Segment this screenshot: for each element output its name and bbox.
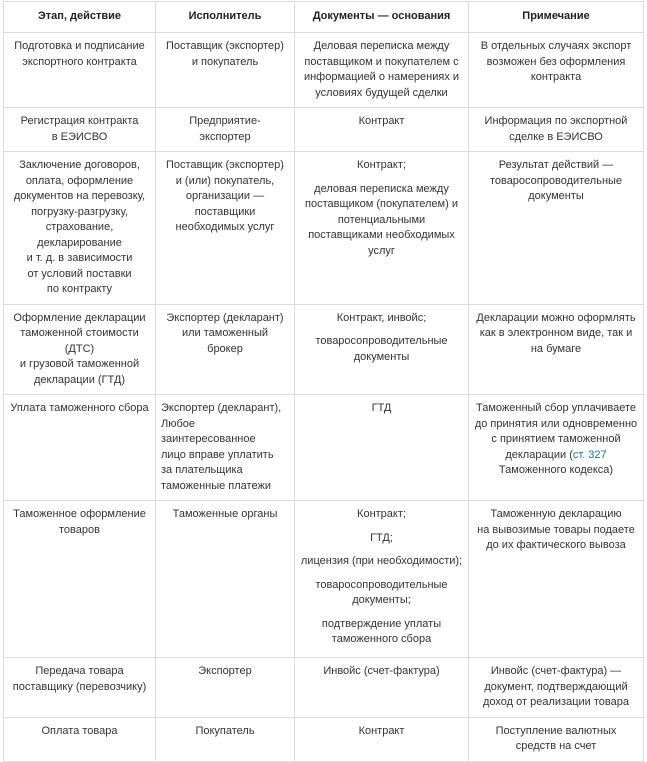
documents-cell: [295, 33, 469, 108]
table-row: [4, 717, 644, 761]
executor-cell: Поставщик (экспортер) и (или) покупатель, организации — поставщики необходимых услуг: [156, 152, 295, 305]
executor-cell: Таможенные органы: [156, 501, 295, 658]
stage-cell: Заключение договоров, оплата, оформление документов на перевозку, погрузку-разгрузку, страхование, декларирование и т. д. в зависимости от условий поставки по контракту: [4, 152, 156, 305]
document-item: товаросопроводительные документы;: [315, 578, 448, 606]
table-row: [4, 658, 644, 718]
document-item: деловая переписка между поставщиком (покупателем) и потенциальными поставщиками необходимых услуг: [305, 182, 458, 257]
stage-cell: Таможенное оформление товаров: [4, 501, 156, 658]
executor-cell: Экспортер: [156, 658, 295, 718]
document-item: Контракт;: [357, 159, 406, 171]
note-cell: В отдельных случаях экспорт возможен без оформления контракта: [469, 33, 644, 108]
table-row: [4, 108, 644, 152]
note-cell: Таможенную декларацию на вывозимые товары подаете до их фактического вывоза: [469, 501, 644, 658]
documents-cell: [295, 304, 469, 395]
header-stage: Этап, действие: [4, 2, 156, 33]
document-item: Контракт: [358, 724, 405, 737]
document-item: лицензия (при необходимости);: [300, 555, 463, 567]
stage-cell: Оплата товара: [4, 717, 156, 761]
document-item: Контракт;: [357, 508, 406, 520]
executor-cell: Покупатель: [156, 717, 295, 761]
header-note: Примечание: [469, 2, 644, 33]
table-header-row: [4, 2, 644, 33]
documents-cell: [295, 501, 469, 658]
document-item: ГТД;: [370, 531, 393, 544]
note-cell: [469, 395, 644, 501]
note-text: Таможенного кодекса): [498, 464, 614, 476]
executor-cell: Поставщик (экспортер) и покупатель: [156, 33, 295, 108]
stage-cell: Регистрация контракта в ЕЭИСВО: [4, 108, 156, 152]
executor-cell: Предприятие- экспортер: [156, 108, 295, 152]
document-item: Деловая переписка между поставщиком и покупателем с информацией о намерениях и условиях будущей сделки: [303, 40, 460, 99]
stage-cell: Передача товара поставщику (перевозчику): [4, 658, 156, 718]
table-row: [4, 395, 644, 501]
note-cell: Декларации можно оформлять как в электронном виде, так и на бумаге: [469, 304, 644, 395]
stage-cell: Подготовка и подписание экспортного контракта: [4, 33, 156, 108]
documents-cell: [295, 717, 469, 761]
note-cell: Информация по экспортной сделке в ЕЭИСВО: [469, 108, 644, 152]
table-row: [4, 152, 644, 305]
documents-cell: [295, 395, 469, 501]
document-item: подтверждение уплаты таможенного сбора: [321, 617, 442, 645]
export-procedure-table: [3, 1, 644, 762]
note-text: Таможенный сбор уплачиваете до принятия или одновременно с принятием таможенной декларации (: [474, 402, 638, 461]
note-cell: Инвойс (счет-фактура) — документ, подтверждающий доход от реализации товара: [469, 658, 644, 718]
table-row: [4, 33, 644, 108]
executor-cell: Экспортер (декларант), Любое заинтересованное лицо вправе уплатить за плательщика таможенные платежи: [156, 395, 295, 501]
note-cell: Поступление валютных средств на счет: [469, 717, 644, 761]
document-item: товаросопроводительные документы: [315, 335, 448, 363]
documents-cell: [295, 152, 469, 305]
table-row: [4, 304, 644, 395]
document-item: ГТД: [371, 402, 392, 414]
header-documents: Документы — основания: [295, 2, 469, 33]
documents-cell: [295, 108, 469, 152]
stage-cell: Уплата таможенного сбора: [4, 395, 156, 501]
note-cell: Результат действий — товаросопроводительные документы: [469, 152, 644, 305]
document-item: Контракт: [358, 115, 405, 127]
stage-cell: Оформление декларации таможенной стоимости (ДТС) и грузовой таможенной декларации (ГТД): [4, 304, 156, 395]
documents-cell: [295, 658, 469, 718]
code-article-link[interactable]: ст. 327: [572, 448, 607, 461]
document-item: Инвойс (счет-фактура): [323, 665, 440, 677]
table-row: [4, 501, 644, 658]
header-executor: Исполнитель: [156, 2, 295, 33]
executor-cell: Экспортер (декларант) или таможенный брокер: [156, 304, 295, 395]
document-item: Контракт, инвойс;: [336, 311, 427, 324]
